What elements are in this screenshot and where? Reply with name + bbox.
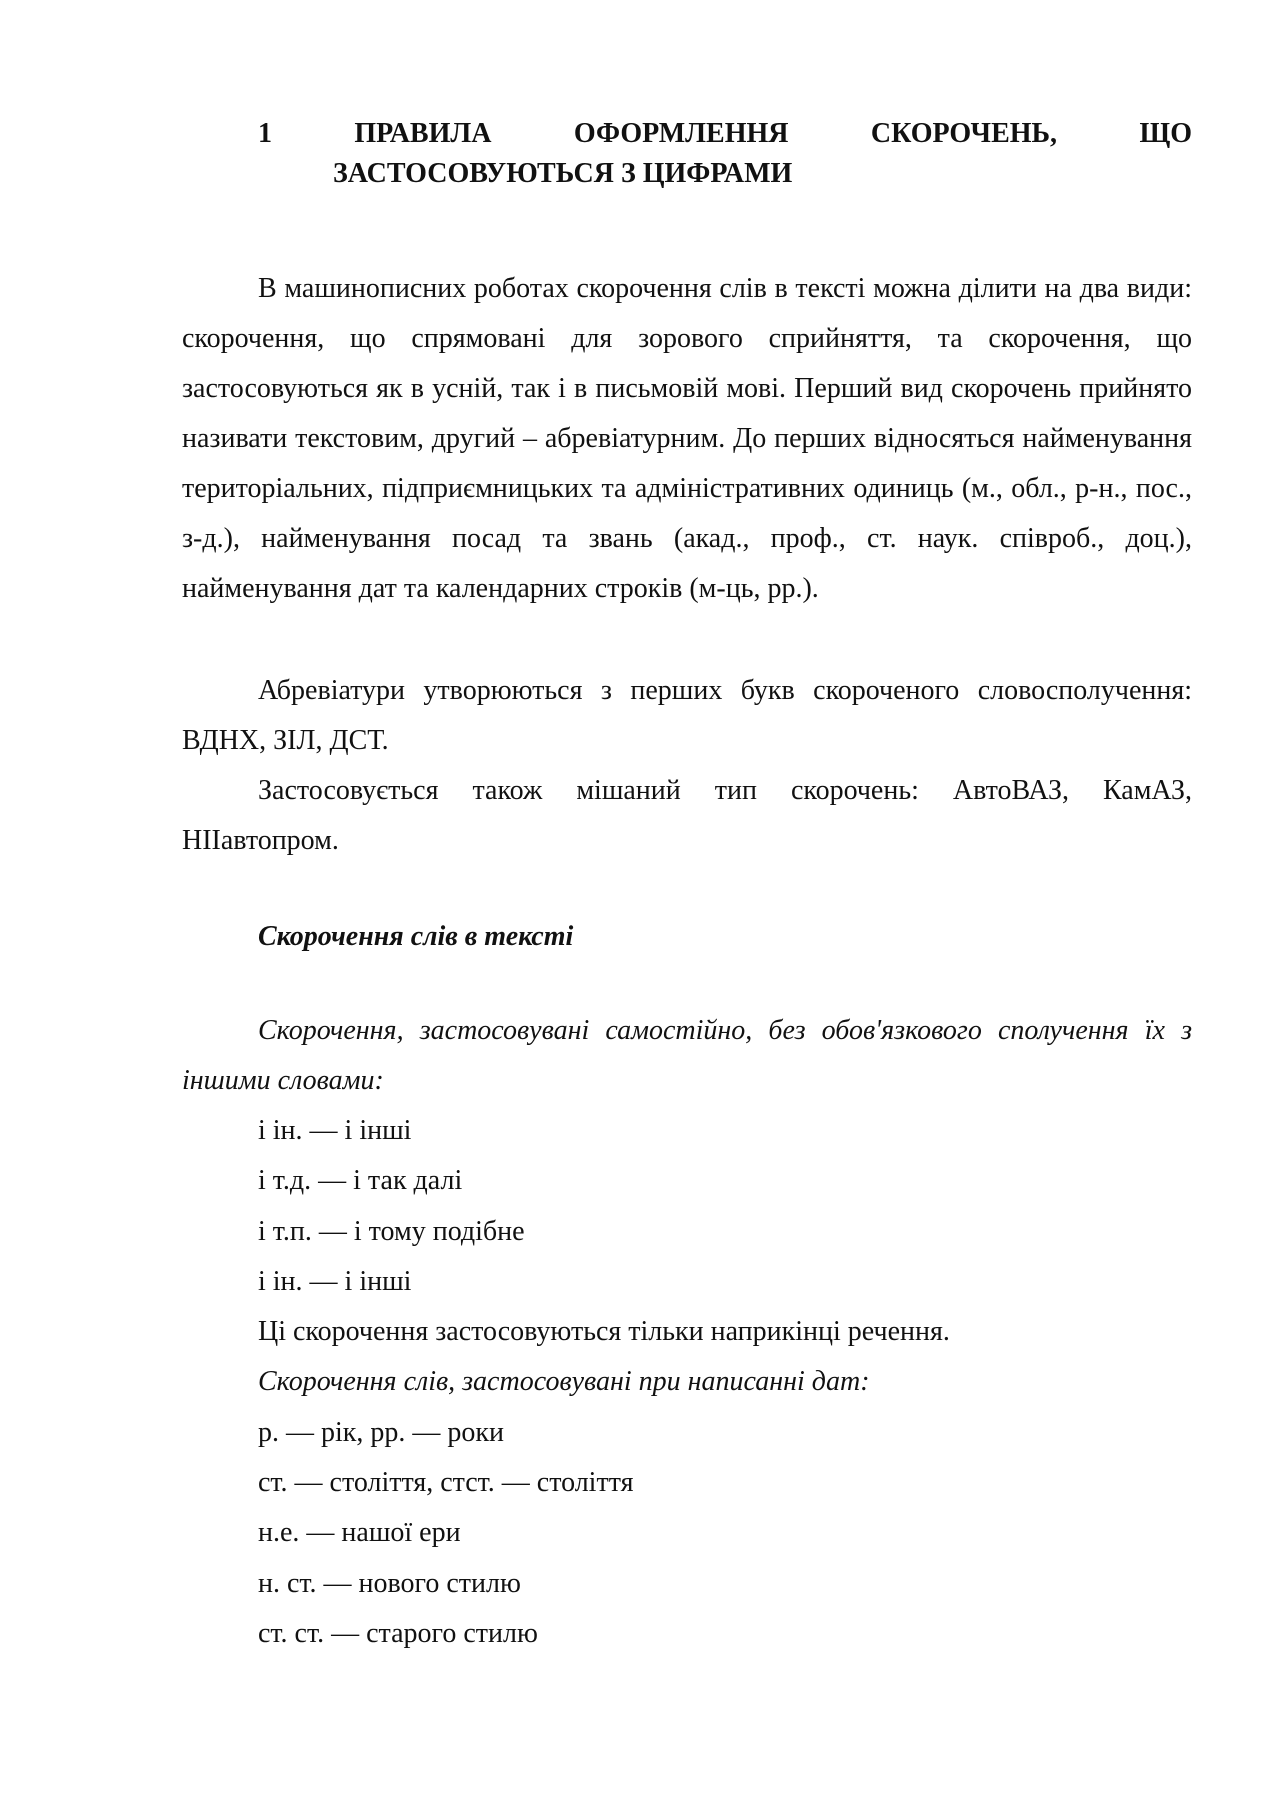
heading-word: СКОРОЧЕНЬ, <box>870 118 1058 149</box>
list-subtitle-dates: Скорочення слів, застосовувані при написанні дат: <box>258 1366 870 1398</box>
mixed-type-paragraph: Застосовується також мішаний тип скорочень: АвтоВАЗ, КамАЗ, НІІавтопром. <box>182 775 1192 856</box>
list-item: і т.п. — і тому подібне <box>258 1215 525 1247</box>
heading-word: ОФОРМЛЕННЯ <box>573 118 789 149</box>
heading-line-2: ЗАСТОСОВУЮТЬСЯ З ЦИФРАМИ <box>333 158 793 189</box>
list-item: ст. ст. — старого стилю <box>258 1617 538 1649</box>
subheading: Скорочення слів в тексті <box>258 921 574 952</box>
list-item: і т.д. — і так далі <box>258 1165 463 1197</box>
list-item: р. — рік, рр. — роки <box>258 1416 504 1448</box>
italic-intro-paragraph: Скорочення, застосовувані самостійно, без обов'язкового сполучення їх з іншими словами: <box>182 1015 1192 1096</box>
list-item: ст. — століття, стст. — століття <box>258 1467 634 1499</box>
heading-word: ПРАВИЛА <box>354 118 492 149</box>
abbreviations-paragraph: Абревіатури утворюються з перших букв скороченого словосполучення: ВДНХ, ЗІЛ, ДСТ. <box>182 675 1192 756</box>
list-note: Ці скорочення застосовуються тільки наприкінці речення. <box>258 1316 950 1348</box>
list-item: і ін. — і інші <box>258 1115 412 1146</box>
list-item: н. ст. — нового стилю <box>258 1567 521 1599</box>
abbreviation-list <box>258 1106 1158 1659</box>
section-heading <box>182 114 1192 194</box>
heading-word: ЩО <box>1139 118 1192 149</box>
intro-paragraph: В машинописних роботах скорочення слів в тексті можна ділити на два види: скорочення, що спрямовані для зорового сприйняття, та скорочення, що застосовуються як в усній, так і в письмовій мові. Перший вид скорочень прийнято називати текстовим, другий – абревіатурним. До перших відносяться найменування територіальних, підприємницьких та адміністративних одиниць (м., обл., р-н., пос., з-д.), найменування посад та звань (акад., проф., ст. наук. співроб., доц.), найменування дат та календарних строків (м-ць, рр.). <box>182 273 1192 604</box>
list-item: н.е. — нашої ери <box>258 1517 461 1549</box>
heading-number: 1 <box>258 118 272 149</box>
list-item: і ін. — і інші <box>258 1265 412 1297</box>
heading-line-1 <box>258 114 1192 154</box>
